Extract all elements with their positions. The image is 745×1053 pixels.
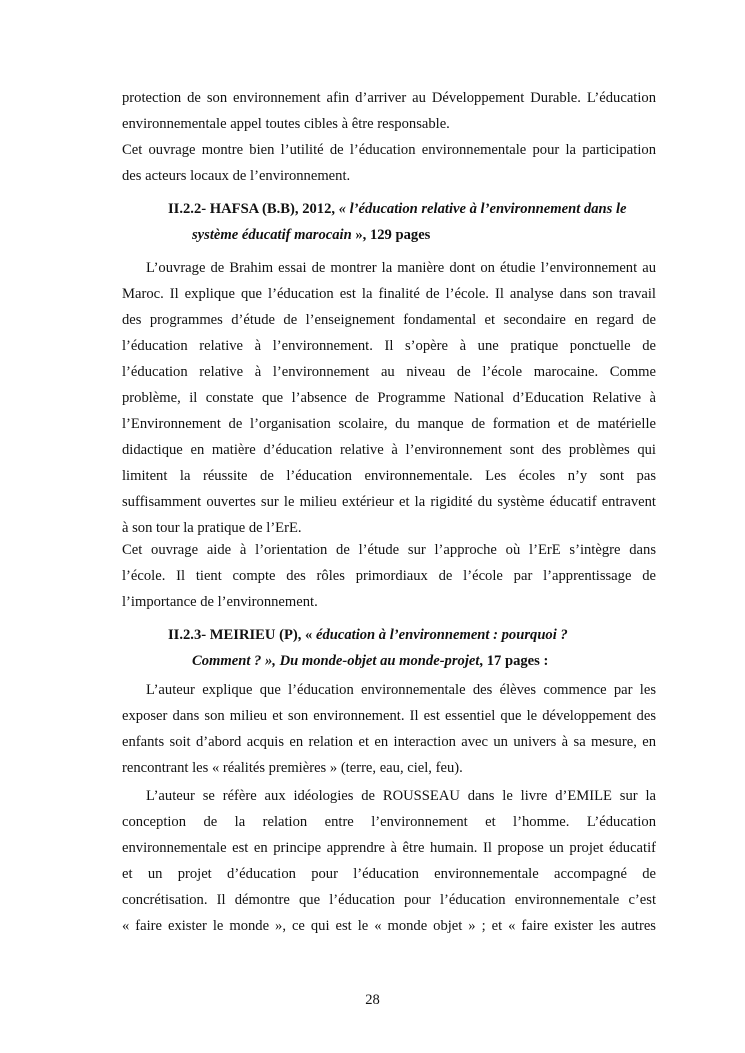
paragraph-hafsa-summary xyxy=(122,255,656,541)
text-line: problème, il constate que l’absence de Programme National d’Education Relative à xyxy=(122,390,656,406)
text-line: et un projet d’éducation pour l’éducation environnementale accompagné de xyxy=(122,866,656,882)
text-line: L’ouvrage de Brahim essai de montrer la manière dont on étudie l’environnement au xyxy=(146,260,656,276)
text-line: des acteurs locaux de l’environnement. xyxy=(122,168,351,184)
text-line: didactique en matière d’éducation relative à l’environnement sont des problèmes qui xyxy=(122,442,656,458)
heading-title: système éducatif marocain xyxy=(192,227,352,243)
text-line: suffisamment ouvertes sur le milieu extérieur et la rigidité du système éducatif entravent xyxy=(122,494,656,510)
text-line: L’auteur explique que l’éducation environnementale des élèves commence par les xyxy=(146,682,656,698)
text-line: enfants soit d’abord acquis en relation et en interaction avec un univers à sa mesure, en xyxy=(122,734,656,750)
text-line: Maroc. Il explique que l’éducation est la finalité de l’école. Il analyse dans son travail xyxy=(122,286,656,302)
text-line: protection de son environnement afin d’arriver au Développement Durable. L’éducation xyxy=(122,90,656,106)
paragraph-hafsa-contribution xyxy=(122,537,656,615)
paragraph-continuation xyxy=(122,85,656,137)
text-line: l’Environnement de l’organisation scolaire, du manque de formation et de matérielle xyxy=(122,416,656,432)
text-line: Cet ouvrage aide à l’orientation de l’étude sur l’approche où l’ErE s’intègre dans xyxy=(122,542,656,558)
text-line: l’éducation relative à l’environnement. Il s’opère à une pratique ponctuelle de xyxy=(122,338,656,354)
text-line: concrétisation. Il démontre que l’éducation pour l’éducation environnementale c’est xyxy=(122,892,656,908)
text-line: L’auteur se réfère aux idéologies de ROUSSEAU dans le livre d’EMILE sur la xyxy=(146,788,656,804)
heading-title: Comment ? », Du monde-objet au monde-projet xyxy=(192,653,480,669)
heading-suffix: », 129 pages xyxy=(351,227,431,243)
paragraph-meirieu-summary xyxy=(122,677,656,781)
heading-title: éducation à l’environnement : pourquoi ? xyxy=(315,627,568,643)
section-heading-2-2 xyxy=(168,196,658,248)
text-line: l’importance de l’environnement. xyxy=(122,594,318,610)
heading-title: « l’éducation relative à l’environnement dans le xyxy=(338,201,627,217)
paragraph-usefulness xyxy=(122,137,656,189)
paragraph-meirieu-rousseau xyxy=(122,783,656,939)
text-line: conception de la relation entre l’environnement et l’homme. L’éducation xyxy=(122,814,656,830)
text-line: l’éducation relative à l’environnement au niveau de l’école marocaine. Comme xyxy=(122,364,656,380)
heading-prefix: II.2.2- HAFSA (B.B), 2012, xyxy=(168,201,339,217)
text-line: rencontrant les « réalités premières » (terre, eau, ciel, feu). xyxy=(122,760,463,776)
heading-prefix: II.2.3- MEIRIEU (P), « xyxy=(168,627,316,643)
text-line: environnementale appel toutes cibles à être responsable. xyxy=(122,116,450,132)
text-line: l’école. Il tient compte des rôles primordiaux de l’école par l’apprentissage de xyxy=(122,568,656,584)
text-line: « faire exister le monde », ce qui est le « monde objet » ; et « faire exister les autres xyxy=(122,918,656,934)
heading-suffix: , 17 pages : xyxy=(479,653,549,669)
text-line: limitent la réussite de l’éducation environnementale. Les écoles n’y sont pas xyxy=(122,468,656,484)
text-line: environnementale est en principe apprendre à être humain. Il propose un projet éducatif xyxy=(122,840,656,856)
text-line: Cet ouvrage montre bien l’utilité de l’éducation environnementale pour la participation xyxy=(122,142,656,158)
text-line: des programmes d’étude de l’enseignement fondamental et secondaire en regard de xyxy=(122,312,656,328)
text-line: exposer dans son milieu et son environnement. Il est essentiel que le développement des xyxy=(122,708,656,724)
page-number: 28 xyxy=(365,992,380,1008)
text-line: à son tour la pratique de l’ErE. xyxy=(122,520,302,536)
section-heading-2-3 xyxy=(168,622,658,674)
